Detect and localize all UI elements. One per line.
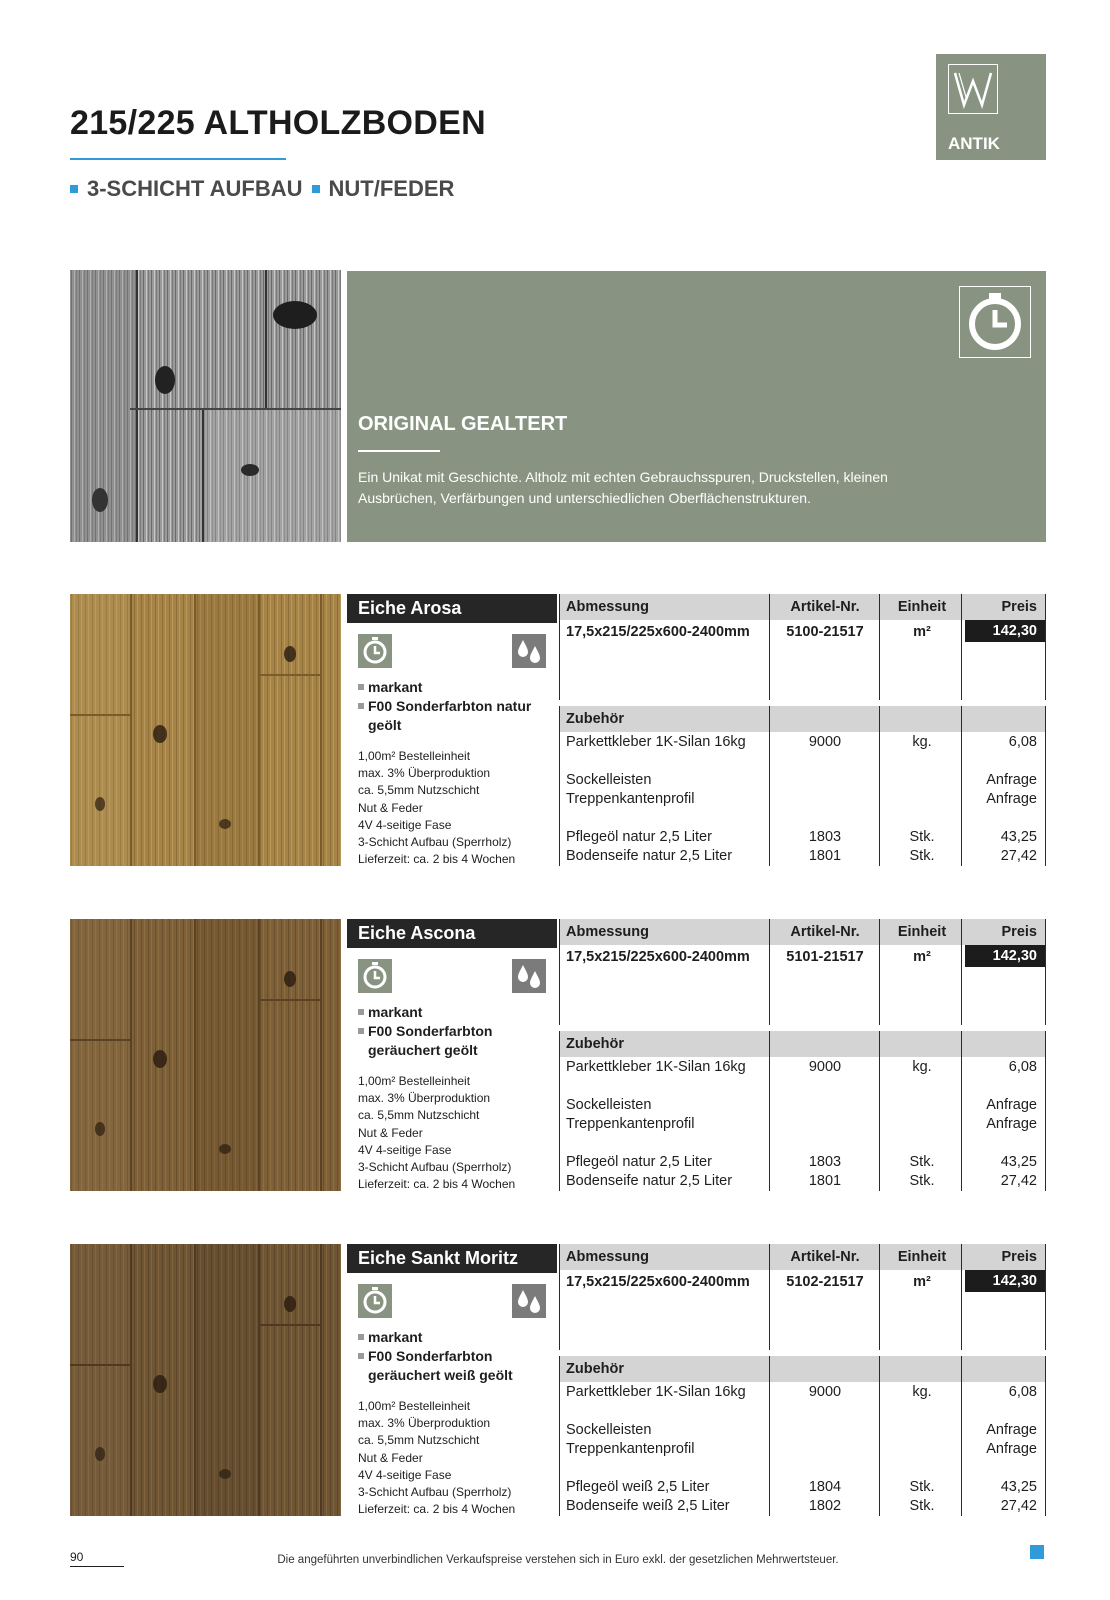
feature-text: markant — [368, 1329, 423, 1345]
spec-line: ca. 5,5mm Nutzschicht — [358, 1108, 480, 1123]
feature-text: markant — [368, 1004, 423, 1020]
accessory-price: 6,08 — [1008, 1059, 1037, 1075]
spec-line: 1,00m² Bestelleinheit — [358, 1399, 471, 1413]
accessory-name: Treppenkantenprofil — [566, 1441, 695, 1457]
clock-icon — [959, 286, 1031, 358]
accessory-unit: kg. — [912, 1384, 932, 1400]
table-divider — [961, 919, 962, 1025]
table-divider — [1045, 706, 1046, 866]
header-article: Artikel-Nr. — [790, 924, 860, 940]
product-info — [347, 919, 557, 1191]
accessory-name: Parkettkleber 1K-Silan 16kg — [566, 1384, 746, 1400]
blue-square-marker — [312, 185, 320, 193]
table-divider — [559, 1031, 560, 1191]
spec-line: 3-Schicht Aufbau (Sperrholz) — [358, 835, 512, 850]
product-dimension: 17,5x215/225x600-2400mm — [566, 949, 750, 965]
accessory-unit: Stk. — [909, 848, 935, 864]
w-logo-icon — [948, 64, 998, 114]
oil-drops-icon — [512, 959, 546, 993]
accessory-name: Bodenseife natur 2,5 Liter — [566, 848, 733, 864]
header-dimension: Abmessung — [566, 924, 649, 940]
product-name: Eiche Ascona — [347, 919, 557, 948]
feature-bullet — [358, 678, 553, 697]
header-article: Artikel-Nr. — [790, 599, 860, 615]
table-divider — [961, 1356, 962, 1516]
header-unit: Einheit — [897, 1249, 947, 1265]
spec-line: Lieferzeit: ca. 2 bis 4 Wochen — [358, 852, 516, 867]
accessory-price: Anfrage — [986, 1097, 1037, 1113]
spec-line: max. 3% Überproduktion — [358, 766, 491, 781]
table-divider — [769, 594, 770, 700]
feature-text: markant — [368, 679, 423, 695]
table-divider — [879, 1244, 880, 1350]
feature-bullet — [358, 1347, 553, 1385]
product-price: 142,30 — [965, 620, 1046, 642]
accessory-name: Sockelleisten — [566, 1422, 652, 1438]
accessory-name: Parkettkleber 1K-Silan 16kg — [566, 734, 746, 750]
page-title: 215/225 ALTHOLZBODEN — [70, 104, 486, 142]
intro-panel — [347, 271, 1046, 542]
accessory-name: Pflegeöl weiß 2,5 Liter — [566, 1479, 710, 1495]
table-divider — [559, 1244, 560, 1350]
table-divider — [559, 706, 560, 866]
accessory-price: Anfrage — [986, 1441, 1037, 1457]
product-section — [70, 1244, 1046, 1516]
spec-line: Nut & Feder — [358, 800, 423, 815]
spec-line: max. 3% Überproduktion — [358, 1091, 491, 1106]
accessory-article: 9000 — [808, 734, 842, 750]
accessory-unit: Stk. — [909, 829, 935, 845]
spec-list — [358, 1073, 558, 1193]
table-divider — [879, 706, 880, 866]
bullet-marker — [358, 703, 364, 709]
clock-icon — [358, 959, 392, 993]
intro-text: Ein Unikat mit Geschichte. Altholz mit echten Gebrauchsspuren, Druckstellen, kleinen Ausbrüchen, Verfärbungen und unterschiedlichen Oberflächenstrukturen. — [358, 469, 888, 506]
spec-line: max. 3% Überproduktion — [358, 1416, 491, 1431]
accessory-article: 9000 — [808, 1384, 842, 1400]
header-article: Artikel-Nr. — [790, 1249, 860, 1265]
spec-line: Nut & Feder — [358, 1125, 423, 1140]
category-badge — [936, 54, 1046, 160]
spec-line: 1,00m² Bestelleinheit — [358, 1074, 471, 1088]
footer-note: Die angeführten unverbindlichen Verkaufspreise verstehen sich in Euro exkl. der gesetzlichen Mehrwertsteuer. — [277, 1554, 839, 1566]
page-number: 90 — [70, 1550, 84, 1564]
product-unit: m² — [913, 949, 931, 965]
spec-line: Nut & Feder — [358, 1450, 423, 1465]
table-divider — [961, 594, 962, 700]
table-divider — [961, 1031, 962, 1191]
price-table — [559, 919, 1046, 1191]
feature-bullet — [358, 697, 553, 735]
accessories-header-row — [559, 1356, 1046, 1382]
subtitle-part: NUT/FEDER — [328, 176, 455, 201]
product-unit: m² — [913, 1274, 931, 1290]
table-divider — [769, 706, 770, 866]
spec-line: 4V 4-seitige Fase — [358, 1142, 452, 1157]
badge-label: ANTIK — [948, 134, 1000, 153]
table-divider — [769, 1356, 770, 1516]
accessory-price: Anfrage — [986, 772, 1037, 788]
accessory-name: Pflegeöl natur 2,5 Liter — [566, 829, 712, 845]
accessory-article: 1803 — [808, 1154, 842, 1170]
intro-heading: ORIGINAL GEALTERT — [358, 413, 568, 435]
accessory-price: Anfrage — [986, 1116, 1037, 1132]
table-divider — [879, 594, 880, 700]
table-divider — [1045, 1244, 1046, 1350]
spec-line: 1,00m² Bestelleinheit — [358, 749, 471, 763]
accessory-name: Treppenkantenprofil — [566, 1116, 695, 1132]
blue-square-marker — [1030, 1545, 1044, 1559]
accessory-unit: Stk. — [909, 1498, 935, 1514]
accessories-header-row — [559, 1031, 1046, 1057]
accessory-article: 9000 — [808, 1059, 842, 1075]
accessory-price: Anfrage — [986, 791, 1037, 807]
blue-square-marker — [70, 185, 78, 193]
wood-sample-image — [70, 1244, 341, 1516]
spec-line: Lieferzeit: ca. 2 bis 4 Wochen — [358, 1177, 516, 1192]
accessory-price: 27,42 — [1000, 1498, 1037, 1514]
feature-bullets — [358, 678, 553, 735]
feature-text: F00 Sonderfarbton natur geölt — [368, 698, 532, 733]
accessories-header: Zubehör — [566, 1361, 624, 1377]
table-divider — [879, 919, 880, 1025]
accessory-article: 1801 — [808, 1173, 842, 1189]
product-dimension: 17,5x215/225x600-2400mm — [566, 1274, 750, 1290]
bullet-marker — [358, 1009, 364, 1015]
feature-bullet — [358, 1022, 553, 1060]
page-number-underline — [70, 1566, 124, 1567]
accessory-name: Pflegeöl natur 2,5 Liter — [566, 1154, 712, 1170]
header-price: Preis — [1001, 1249, 1037, 1265]
table-divider — [1045, 919, 1046, 1025]
accessory-name: Sockelleisten — [566, 772, 652, 788]
accessory-price: 6,08 — [1008, 1384, 1037, 1400]
product-article: 5102-21517 — [786, 1274, 864, 1290]
table-divider — [559, 1356, 560, 1516]
spec-line: Lieferzeit: ca. 2 bis 4 Wochen — [358, 1502, 516, 1517]
accessory-price: Anfrage — [986, 1422, 1037, 1438]
product-section — [70, 919, 1046, 1191]
accessory-name: Bodenseife natur 2,5 Liter — [566, 1173, 733, 1189]
spec-line: ca. 5,5mm Nutzschicht — [358, 1433, 480, 1448]
table-divider — [1045, 594, 1046, 700]
spec-line: ca. 5,5mm Nutzschicht — [358, 783, 480, 798]
product-price: 142,30 — [965, 945, 1046, 967]
header-dimension: Abmessung — [566, 599, 649, 615]
spec-list — [358, 1398, 558, 1518]
accessory-price: 43,25 — [1000, 829, 1037, 845]
table-divider — [961, 1244, 962, 1350]
price-table — [559, 1244, 1046, 1516]
wood-sample-image — [70, 919, 341, 1191]
header-dimension: Abmessung — [566, 1249, 649, 1265]
product-price: 142,30 — [965, 1270, 1046, 1292]
feature-bullet — [358, 1328, 553, 1347]
table-divider — [879, 1356, 880, 1516]
feature-bullets — [358, 1328, 553, 1385]
accessory-unit: Stk. — [909, 1479, 935, 1495]
table-divider — [1045, 1031, 1046, 1191]
product-dimension: 17,5x215/225x600-2400mm — [566, 624, 750, 640]
accessory-article: 1802 — [808, 1498, 842, 1514]
accessories-header-row — [559, 706, 1046, 732]
accessory-article: 1803 — [808, 829, 842, 845]
product-name: Eiche Sankt Moritz — [347, 1244, 557, 1273]
accessories-header: Zubehör — [566, 1036, 624, 1052]
product-section — [70, 594, 1046, 866]
accessory-article: 1801 — [808, 848, 842, 864]
table-divider — [1045, 1356, 1046, 1516]
feature-text: F00 Sonderfarbton geräuchert weiß geölt — [368, 1348, 513, 1383]
bullet-marker — [358, 1028, 364, 1034]
accessory-article: 1804 — [808, 1479, 842, 1495]
intro-divider — [358, 450, 440, 452]
accessories-header: Zubehör — [566, 711, 624, 727]
table-divider — [769, 1031, 770, 1191]
spec-line: 3-Schicht Aufbau (Sperrholz) — [358, 1160, 512, 1175]
wood-sample-image — [70, 594, 341, 866]
product-unit: m² — [913, 624, 931, 640]
accessory-name: Bodenseife weiß 2,5 Liter — [566, 1498, 730, 1514]
table-divider — [769, 919, 770, 1025]
spec-line: 4V 4-seitige Fase — [358, 1467, 452, 1482]
bullet-marker — [358, 684, 364, 690]
product-article: 5100-21517 — [786, 624, 864, 640]
feature-bullet — [358, 1003, 553, 1022]
title-underline — [70, 158, 286, 160]
accessory-name: Treppenkantenprofil — [566, 791, 695, 807]
accessory-unit: kg. — [912, 1059, 932, 1075]
accessory-price: 6,08 — [1008, 734, 1037, 750]
accessory-unit: Stk. — [909, 1154, 935, 1170]
product-article: 5101-21517 — [786, 949, 864, 965]
product-info — [347, 594, 557, 866]
subtitle — [70, 176, 463, 202]
product-name: Eiche Arosa — [347, 594, 557, 623]
grey-wood-image — [70, 270, 341, 542]
spec-line: 4V 4-seitige Fase — [358, 817, 452, 832]
accessory-price: 43,25 — [1000, 1479, 1037, 1495]
subtitle-part: 3-SCHICHT AUFBAU — [87, 176, 303, 201]
oil-drops-icon — [512, 634, 546, 668]
clock-icon — [358, 1284, 392, 1318]
accessory-price: 27,42 — [1000, 1173, 1037, 1189]
table-divider — [879, 1031, 880, 1191]
feature-bullets — [358, 1003, 553, 1060]
header-price: Preis — [1001, 599, 1037, 615]
bullet-marker — [358, 1353, 364, 1359]
spec-list — [358, 748, 558, 868]
table-divider — [559, 594, 560, 700]
accessory-price: 43,25 — [1000, 1154, 1037, 1170]
feature-text: F00 Sonderfarbton geräuchert geölt — [368, 1023, 493, 1058]
spec-line: 3-Schicht Aufbau (Sperrholz) — [358, 1485, 512, 1500]
header-unit: Einheit — [897, 599, 947, 615]
bullet-marker — [358, 1334, 364, 1340]
price-table — [559, 594, 1046, 866]
table-divider — [559, 919, 560, 1025]
oil-drops-icon — [512, 1284, 546, 1318]
accessory-price: 27,42 — [1000, 848, 1037, 864]
table-divider — [769, 1244, 770, 1350]
header-unit: Einheit — [897, 924, 947, 940]
clock-icon — [358, 634, 392, 668]
accessory-name: Parkettkleber 1K-Silan 16kg — [566, 1059, 746, 1075]
accessory-name: Sockelleisten — [566, 1097, 652, 1113]
accessory-unit: kg. — [912, 734, 932, 750]
accessory-unit: Stk. — [909, 1173, 935, 1189]
product-info — [347, 1244, 557, 1516]
table-divider — [961, 706, 962, 866]
header-price: Preis — [1001, 924, 1037, 940]
